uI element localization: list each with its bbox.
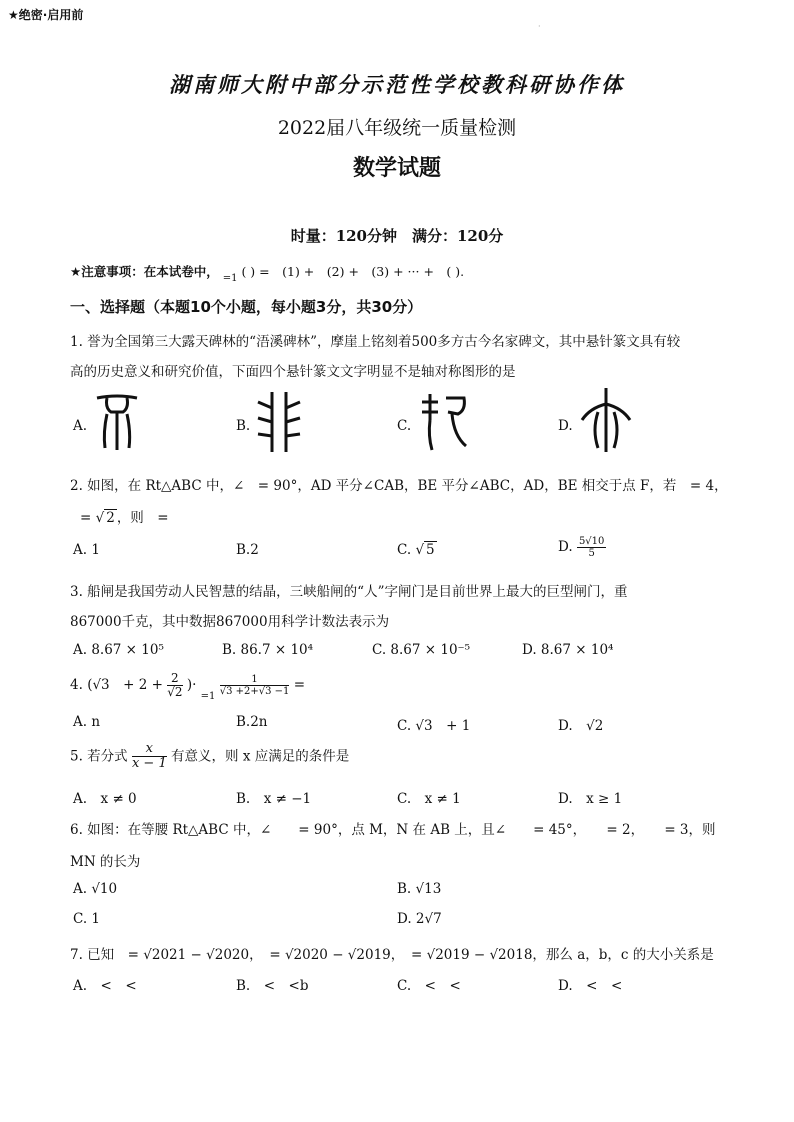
q2-ask: ，则 =	[116, 510, 169, 526]
q3-option-c: C. 8.67 × 10⁻⁵	[372, 642, 471, 658]
q2-option-d-label: D.	[558, 539, 577, 555]
q5-option-a: A. x ≠ 0	[73, 791, 137, 807]
q4-fraction	[167, 672, 182, 699]
q2-option-c: C. √ 5	[397, 542, 435, 558]
q2-option-d-fraction	[577, 536, 606, 559]
q7-option-a: A. < <	[73, 978, 137, 994]
q2-option-d-num: 5√10	[578, 536, 605, 547]
exam-title: 2022届八年级统一质量检测	[277, 117, 517, 139]
q4-dot: )·	[186, 677, 197, 694]
q3-option-d: D. 8.67 × 10⁴	[522, 642, 614, 658]
q1-option-d-label: D.	[558, 418, 573, 434]
question-3-line1: 3. 船闸是我国劳动人民智慧的结晶，三峡船闸的“人”字闸门是目前世界上最大的巨型闸门，重	[70, 584, 628, 600]
notice-label: ★注意事项：在本试卷中，	[70, 264, 219, 279]
q4-option-a: A. n	[73, 714, 101, 730]
q5-frac-num: x	[132, 742, 167, 757]
q6-option-a: A. √10	[73, 881, 118, 897]
q6-option-b: B. √13	[397, 881, 442, 897]
q3-option-b: B. 86.7 × 10⁴	[222, 642, 314, 658]
question-1-line1: 1. 誉为全国第三大露天碑林的“浯溪碑林”，摩崖上铭刻着500多方古今名家碑文，其中悬针篆文具有较	[70, 334, 681, 350]
q4-equals: =	[293, 677, 306, 694]
q2-given-eq: =	[80, 510, 96, 526]
q6-option-c: C. 1	[73, 911, 101, 927]
q7-option-b: B. < <b	[236, 978, 309, 994]
q3-option-a: A. 8.67 × 10⁵	[73, 642, 164, 658]
q4-sum-num: 1	[220, 674, 290, 686]
q5-option-c: C. x ≠ 1	[397, 791, 461, 807]
confidential-marker: ★绝密·启用前	[8, 8, 84, 22]
q7-option-c: C. < <	[397, 978, 461, 994]
question-5	[70, 742, 349, 772]
q5-option-d: D. x ≥ 1	[558, 791, 623, 807]
q5-option-b: B. x ≠ −1	[236, 791, 312, 807]
seal-glyph-b-image	[254, 388, 304, 456]
q2-option-d-den: 5	[588, 548, 595, 559]
subject-title: 数学试题	[352, 155, 441, 181]
q5-frac-den: x − 1	[131, 756, 167, 772]
q6-option-d: D. 2√7	[397, 911, 442, 927]
question-6-line1: 6. 如图：在等腰 Rt△ABC 中，∠ = 90°，点 M，N 在 AB 上，且∠ = 45°， = 2， = 3，则	[70, 822, 716, 838]
notice-line	[70, 262, 465, 284]
q2-option-b: B.2	[236, 542, 259, 558]
q4-sum-fraction	[220, 674, 290, 697]
q4-expr: (√3 + 2 +	[87, 677, 168, 694]
q4-option-d: D. √2	[558, 718, 604, 734]
q4-option-b: B.2n	[236, 714, 268, 730]
section-heading: 一、选择题（本题10个小题，每小题3分，共30分）	[70, 298, 423, 316]
question-2-line2: = √ 2 ，则 =	[80, 510, 169, 526]
q2-option-c-label: C.	[397, 542, 416, 558]
q2-option-d	[558, 536, 606, 559]
q4-frac-num: 2	[167, 672, 182, 686]
q1-option-b-label: B.	[236, 418, 251, 434]
scan-dot: ·	[538, 22, 541, 31]
q1-option-a-label: A.	[73, 418, 88, 434]
q2-given-radicand: 2	[106, 510, 115, 526]
q2-option-c-radicand: 5	[426, 542, 435, 558]
seal-glyph-a-image	[93, 392, 141, 454]
time-score-line: 时量：120分钟 满分：120分	[290, 227, 504, 245]
notice-formula: ( ) = (1) + (2) + (3) + ··· + ( ).	[241, 264, 465, 279]
question-2-line1: 2. 如图，在 Rt△ABC 中，∠ = 90°，AD 平分∠CAB，BE 平分∠ABC，AD，BE 相交于点 F，若 = 4，	[70, 478, 728, 494]
seal-glyph-c-image	[418, 390, 470, 454]
q4-option-c: C. √3 + 1	[397, 718, 471, 734]
question-3-line2: 867000千克，其中数据867000用科学计数法表示为	[70, 614, 390, 630]
seal-glyph-d-image	[578, 386, 634, 456]
q2-option-a: A. 1	[73, 542, 100, 558]
question-1-line2: 高的历史意义和研究价值，下面四个悬针篆文文字明显不是轴对称图形的是	[70, 364, 516, 380]
school-title: 湖南师大附中部分示范性学校教科研协作体	[169, 72, 625, 97]
q7-option-d: D. < <	[558, 978, 623, 994]
q4-frac-den: √2	[167, 685, 183, 700]
question-4	[70, 671, 306, 703]
q4-prefix: 4.	[70, 677, 83, 694]
question-6-line2: MN 的长为	[70, 854, 141, 870]
q1-option-c-label: C.	[397, 418, 412, 434]
q5-prefix: 5. 若分式	[70, 748, 128, 765]
q4-sum-den: √3 +2+√3 −1	[219, 686, 290, 698]
q5-suffix: 有意义，则 x 应满足的条件是	[171, 748, 350, 765]
q5-fraction	[132, 742, 167, 772]
q4-sum-subscript: =1	[200, 691, 216, 703]
question-7-line1: 7. 已知 = √2021 − √2020， = √2020 − √2019， = √2019 − √2018，那么 a，b，c 的大小关系是	[70, 947, 714, 963]
notice-subscript: =1	[222, 273, 238, 284]
